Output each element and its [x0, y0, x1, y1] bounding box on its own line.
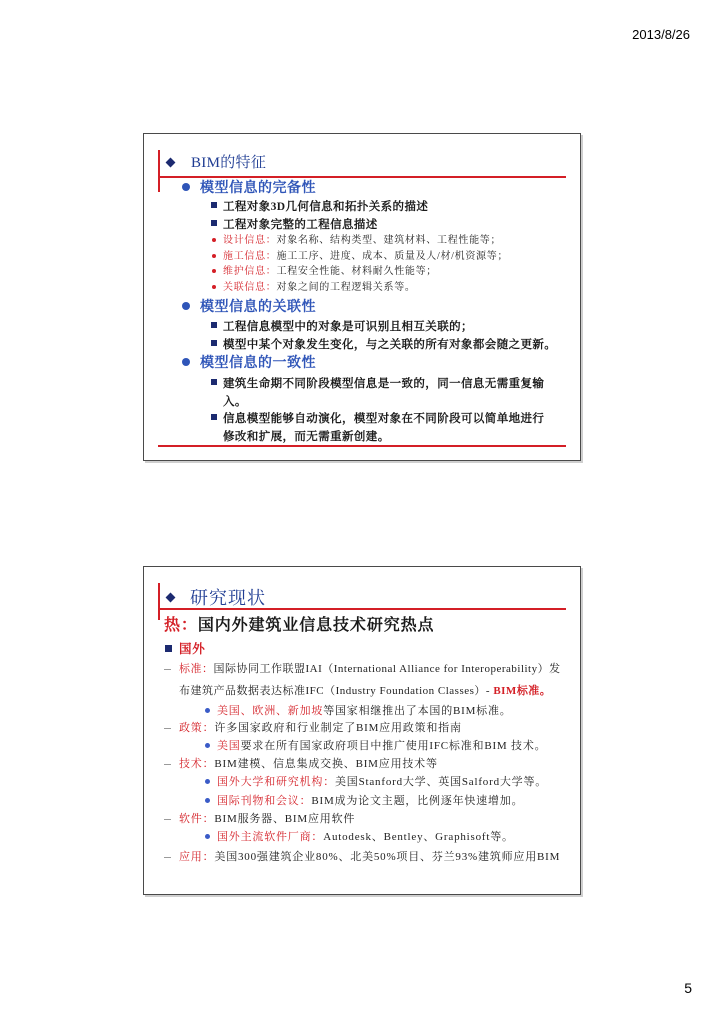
dot-bullet-icon: [205, 834, 210, 839]
topic-text: BIM建模、信息集成交换、BIM应用技术等: [214, 758, 438, 770]
title-accent-rule: [158, 176, 566, 178]
square-bullet-icon: [211, 414, 217, 420]
topic-text: 美国300强建筑企业80%、北美50%项目、芬兰93%建筑师应用BIM: [214, 851, 561, 863]
topic-emphasis: BIM标准。: [493, 685, 552, 697]
section-heading-text: 模型信息的完备性: [200, 181, 316, 196]
topic-text: 布建筑产品数据表达标准IFC（Industry Foundation Classes）-: [179, 685, 494, 697]
list-item-text: 模型中某个对象发生变化，与之关联的所有对象都会随之更新。: [223, 339, 557, 351]
topic-item: [164, 849, 560, 865]
topic-label: 应用：: [179, 851, 215, 863]
detail-item: [212, 233, 501, 249]
detail-text: BIM成为论文主题，比例逐年快速增加。: [311, 795, 524, 807]
list-item-text: 建筑生命期不同阶段模型信息是一致的，同一信息无需重复输: [223, 378, 545, 390]
topic-label: 软件：: [179, 813, 215, 825]
region-heading: [165, 641, 206, 657]
section-heading: [182, 180, 316, 196]
slide-title: 研究现状: [190, 588, 266, 608]
topic-label: 技术：: [179, 758, 215, 770]
detail-text: 要求在所有国家政府项目中推广使用IFC标准和BIM 技术。: [240, 740, 547, 752]
list-item-text: 信息模型能够自动演化，模型对象在不同阶段可以简单地进行: [223, 413, 545, 425]
section-heading-text: 模型信息的关联性: [200, 300, 316, 315]
diamond-bullet-icon: [166, 158, 176, 168]
detail-label: 设计信息：: [223, 235, 277, 246]
detail-text: 对象之间的工程逻辑关系等。: [276, 282, 416, 293]
dash-bullet-icon: [164, 764, 171, 765]
list-item-text: 修改和扩展，而无需重新创建。: [223, 431, 390, 443]
square-bullet-icon: [211, 340, 217, 346]
square-bullet-icon: [211, 220, 217, 226]
topic-label: 标准：: [179, 663, 214, 675]
diamond-bullet-icon: [166, 593, 176, 603]
dash-bullet-icon: [164, 728, 171, 729]
region-text: 国外: [179, 642, 206, 656]
list-item-text: 入。: [223, 396, 247, 408]
square-bullet-icon: [211, 322, 217, 328]
dot-bullet-icon: [212, 285, 216, 289]
detail-item: [212, 264, 437, 280]
list-item-text: 工程对象3D几何信息和拓扑关系的描述: [223, 201, 429, 213]
detail-text: 对象名称、结构类型、建筑材料、工程性能等；: [276, 235, 502, 246]
detail-label: 国际刊物和会议：: [217, 795, 312, 807]
section-heading: [182, 299, 316, 315]
detail-item: [205, 793, 523, 809]
detail-item: [205, 738, 546, 754]
section-heading-text: 模型信息的一致性: [200, 356, 316, 371]
list-item: [211, 216, 378, 232]
dash-bullet-icon: [164, 819, 171, 820]
slide-title: BIM的特征: [191, 155, 267, 171]
list-item: [211, 318, 473, 334]
section-heading: [182, 355, 316, 371]
square-bullet-icon: [211, 202, 217, 208]
title-accent-vertical-rule: [158, 583, 160, 620]
detail-label: 美国: [217, 740, 241, 752]
topic-text: 国际协同工作联盟IAI（International Alliance for Interoperability）发: [213, 663, 561, 675]
detail-label: 美国、欧洲、新加坡: [217, 705, 324, 717]
topic-item: [164, 811, 355, 827]
detail-text: 工程安全性能、材料耐久性能等；: [276, 266, 437, 277]
dash-bullet-icon: [164, 669, 171, 670]
detail-text: Autodesk、Bentley、Graphisoft等。: [323, 831, 514, 843]
topic-text: 许多国家政府和行业制定了BIM应用政策和指南: [214, 722, 462, 734]
list-item: [211, 375, 544, 391]
detail-text: 美国Stanford大学、英国Salford大学等。: [335, 776, 548, 788]
list-item-continuation: [223, 428, 390, 444]
list-item: [211, 336, 556, 352]
page-number: 5: [684, 980, 692, 996]
square-bullet-icon: [165, 645, 172, 652]
detail-text: 等国家相继推出了本国的BIM标准。: [323, 705, 512, 717]
circle-bullet-icon: [182, 183, 190, 191]
dot-bullet-icon: [205, 743, 210, 748]
hot-topic-line: [164, 617, 434, 635]
detail-item: [212, 249, 508, 265]
square-bullet-icon: [211, 379, 217, 385]
detail-label: 国外大学和研究机构：: [217, 776, 335, 788]
dot-bullet-icon: [205, 708, 210, 713]
list-item: [211, 198, 428, 214]
list-item: [211, 410, 544, 426]
slide-research-status: [143, 566, 581, 895]
dash-bullet-icon: [164, 857, 171, 858]
list-item-continuation: [223, 393, 247, 409]
topic-text: BIM服务器、BIM应用软件: [214, 813, 356, 825]
detail-item: [205, 774, 547, 790]
print-date: 2013/8/26: [632, 27, 690, 42]
detail-text: 施工工序、进度、成本、质量及人/材/机资源等；: [276, 251, 509, 262]
dot-bullet-icon: [205, 779, 210, 784]
list-item-text: 工程信息模型中的对象是可识别且相互关联的；: [223, 321, 473, 333]
footer-accent-rule: [158, 445, 566, 447]
dot-bullet-icon: [212, 269, 216, 273]
circle-bullet-icon: [182, 358, 190, 366]
detail-label: 维护信息：: [223, 266, 277, 277]
slide-bim-features: [143, 133, 581, 461]
detail-item: [205, 829, 514, 845]
topic-item: [164, 756, 438, 772]
dot-bullet-icon: [212, 238, 216, 242]
list-item-text: 工程对象完整的工程信息描述: [223, 219, 378, 231]
topic-item: [164, 720, 462, 736]
hot-label: 热：: [164, 617, 198, 634]
hot-text: 国内外建筑业信息技术研究热点: [197, 617, 435, 634]
detail-label: 关联信息：: [223, 282, 277, 293]
topic-item-continuation: [179, 683, 551, 699]
title-accent-vertical-rule: [158, 150, 160, 192]
detail-label: 国外主流软件厂商：: [217, 831, 324, 843]
detail-item: [205, 703, 512, 719]
topic-label: 政策：: [179, 722, 215, 734]
topic-item: [164, 661, 561, 677]
detail-item: [212, 280, 416, 296]
dot-bullet-icon: [212, 254, 216, 258]
circle-bullet-icon: [182, 302, 190, 310]
dot-bullet-icon: [205, 798, 210, 803]
detail-label: 施工信息：: [223, 251, 277, 262]
